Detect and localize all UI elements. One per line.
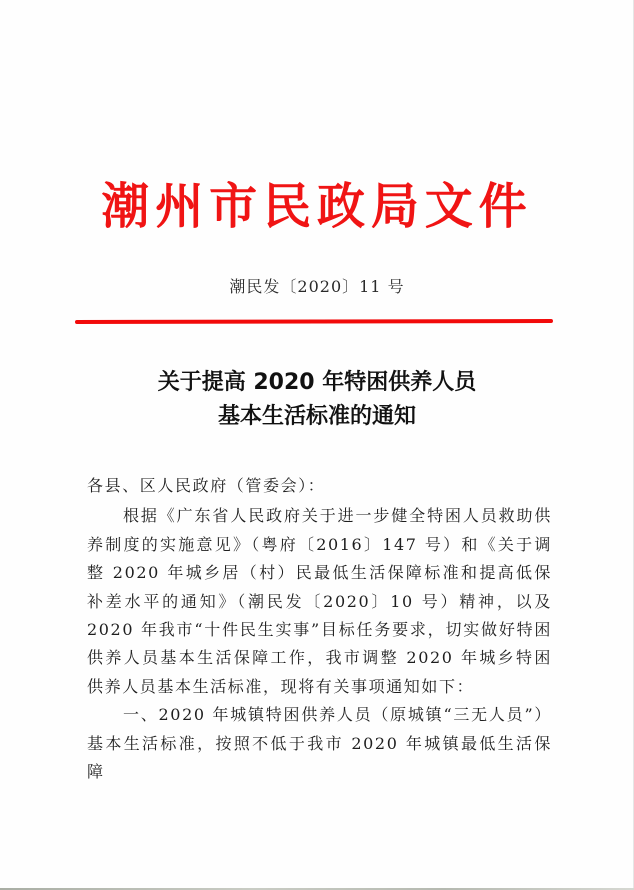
salutation: 各县、区人民政府（管委会）： [87, 476, 326, 495]
document-number: 潮民发〔2020〕11 号 [229, 277, 405, 296]
red-divider-line [75, 319, 553, 324]
body-paragraph-2: 一、2020 年城镇特困供养人员（原城镇“三无人员”）基本生活标准，按照不低于我市 2020 年城镇最低生活保障 [87, 705, 552, 782]
document-title [0, 366, 634, 434]
title-line-2: 基本生活标准的通知 [217, 404, 416, 429]
document-body [87, 472, 552, 786]
title-line-1: 关于提高 2020 年特困供养人员 [157, 370, 477, 395]
issuer-header: 潮州市民政局文件 [101, 177, 533, 235]
body-paragraph-1: 根据《广东省人民政府关于进一步健全特困人员救助供养制度的实施意见》（粤府〔2016〕147 号）和《关于调整 2020 年城乡居（村）民最低生活保障标准和提高低保补差水平的通知》（潮民发〔2020〕10 号）精神，以及 2020 年我市“十件民生实事”目标任务要求，切实做好特困供养人员基本生活保障工作，我市调整 2020 年城乡特困供养人员基本生活标准，现将有关事项通知如下： [87, 506, 552, 696]
